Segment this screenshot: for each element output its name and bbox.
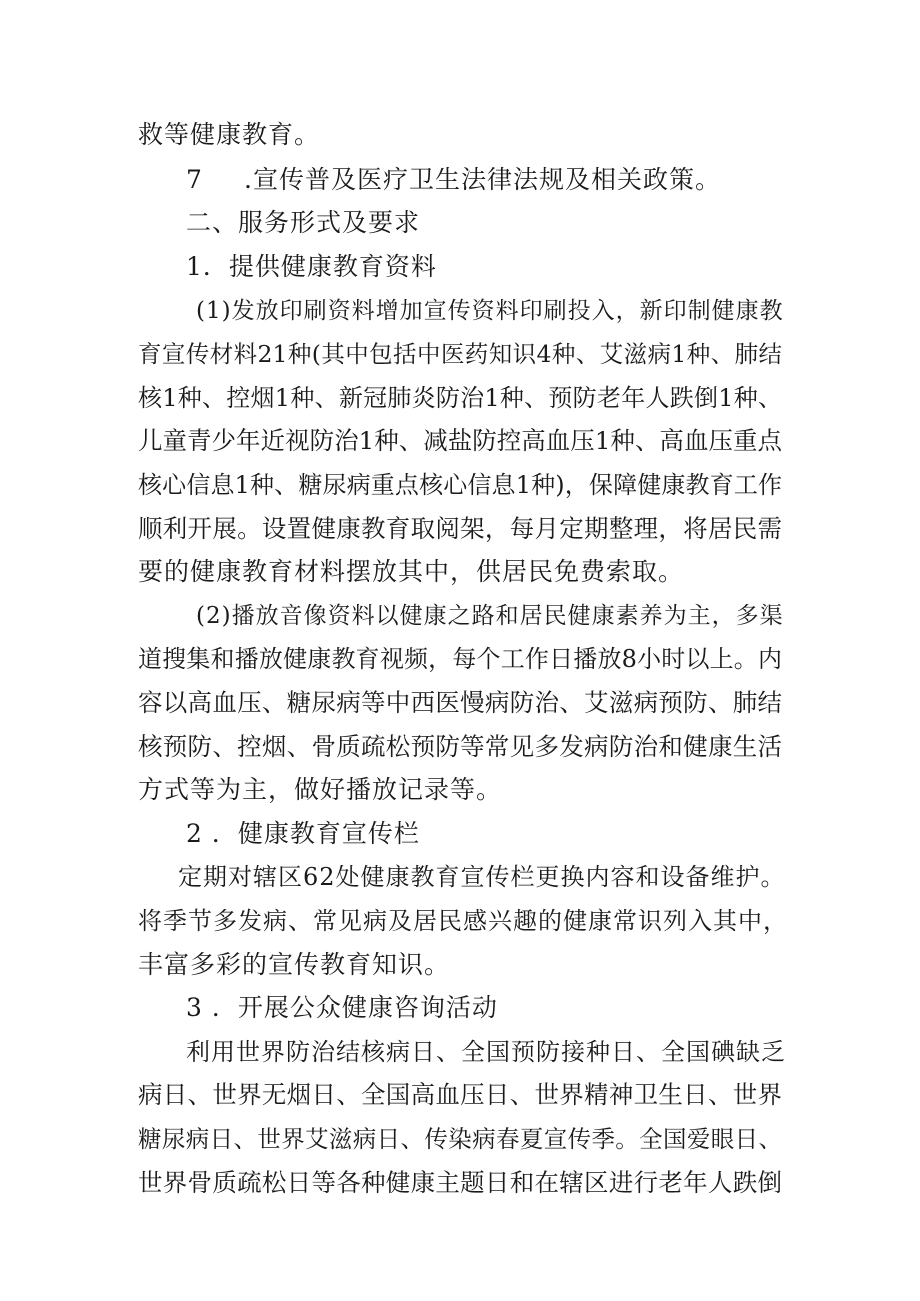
paragraph-line: 糖尿病日、世界艾滋病日、传染病春夏宣传季。全国爱眼日、	[138, 1125, 782, 1153]
paragraph-line: 顺利开展。设置健康教育取阅架，每月定期整理，将居民需	[138, 514, 782, 543]
text-line: .宣传普及医疗卫生法律法规及相关政策。	[244, 165, 721, 194]
paragraph-line: (2)播放音像资料以健康之路和居民健康素养为主，多渠	[196, 603, 784, 629]
paragraph-line: 病日、世界无烟日、全国高血压日、世界精神卫生日、世界	[138, 1080, 782, 1109]
paragraph-line: 定期对辖区62处健康教育宣传栏更换内容和设备维护。	[178, 863, 786, 891]
paragraph-line: 核预防、控烟、骨质疏松预防等常见多发病防治和健康生活	[138, 732, 782, 761]
paragraph-line: 将季节多发病、常见病及居民感兴趣的健康常识列入其中，	[138, 907, 788, 935]
list-number: 7	[186, 165, 203, 194]
paragraph-line: 核心信息1种、糖尿病重点核心信息1种)，保障健康教育工作	[138, 471, 782, 499]
paragraph-line: 核1种、控烟1种、新冠肺炎防治1种、预防老年人跌倒1种、	[138, 384, 782, 412]
paragraph-line: 世界骨质疏松日等各种健康主题日和在辖区进行老年人跌倒	[138, 1168, 782, 1197]
paragraph-line: 方式等为主，做好播放记录等。	[138, 775, 503, 804]
paragraph-line: 道搜集和播放健康教育视频，每个工作日播放8小时以上。内	[138, 645, 782, 673]
subsection-heading: 3 ．开展公众健康咨询活动	[186, 993, 498, 1022]
text-line: 救等健康教育。	[138, 120, 321, 149]
paragraph-line: 要的健康教育材料摆放其中，供居民免费索取。	[138, 557, 685, 586]
paragraph-line: 儿童青少年近视防治1种、减盐防控高血压1种、高血压重点	[138, 426, 782, 455]
section-heading: 二、服务形式及要求	[186, 208, 421, 237]
paragraph-line: 丰富多彩的宣传教育知识。	[138, 950, 451, 979]
paragraph-line: 利用世界防治结核病日、全国预防接种日、全国碘缺乏	[186, 1038, 786, 1066]
paragraph-line: 育宣传材料21种(其中包括中医药知识4种、艾滋病1种、肺结	[138, 340, 782, 368]
subsection-heading: 2 ．健康教育宣传栏	[186, 819, 420, 848]
paragraph-line: (1)发放印刷资料增加宣传资料印刷投入，新印制健康教	[196, 298, 784, 324]
paragraph-line: 容以高血压、糖尿病等中西医慢病防治、艾滋病预防、肺结	[138, 688, 782, 717]
subsection-heading: 1．提供健康教育资料	[186, 252, 437, 281]
